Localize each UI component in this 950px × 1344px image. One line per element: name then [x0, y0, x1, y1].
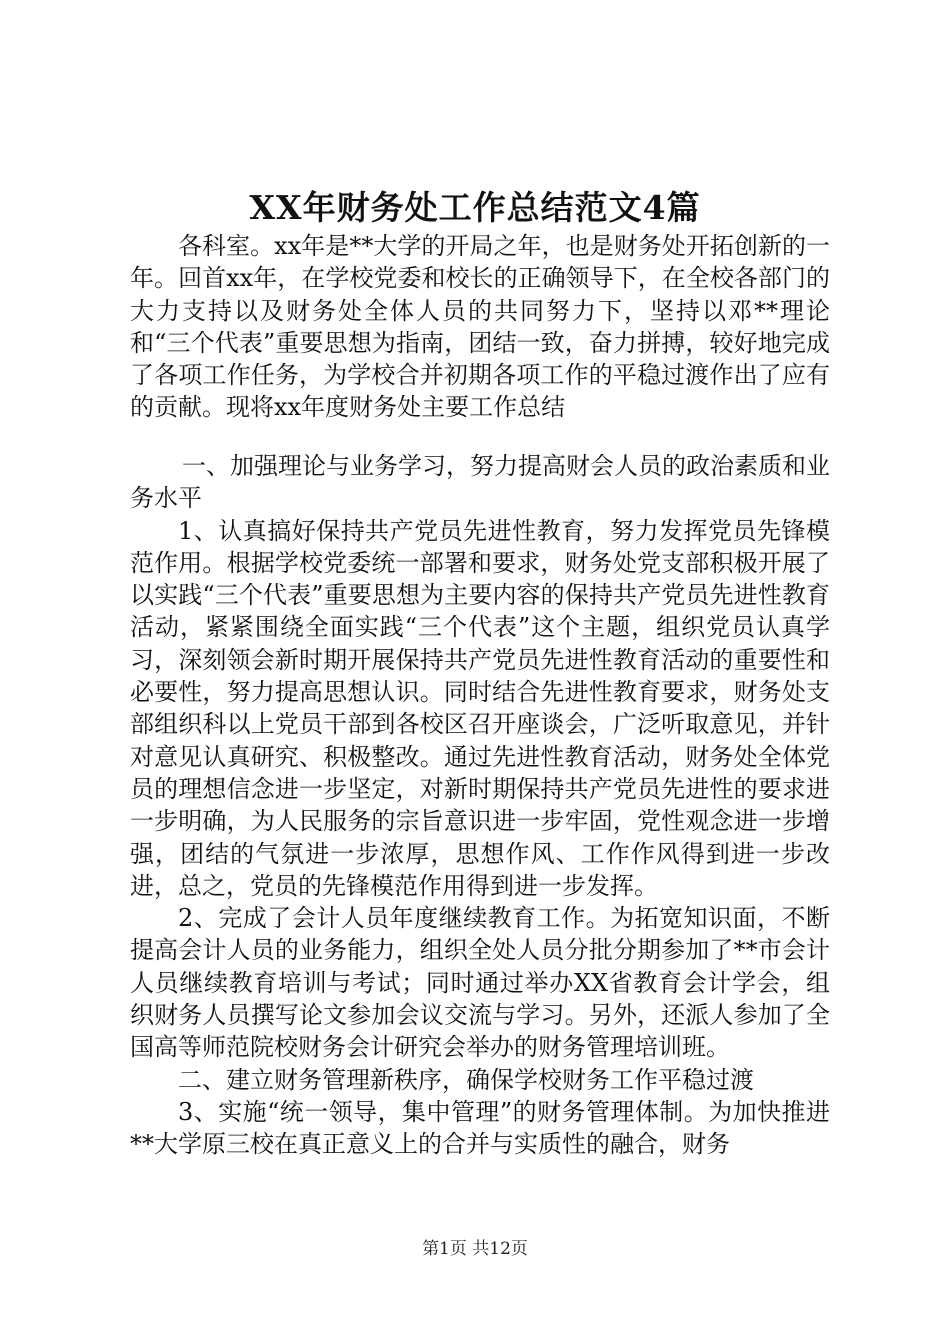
item1-paragraph: 1、认真搞好保持共产党员先进性教育，努力发挥党员先锋模范作用。根据学校党委统一部署和要求，财务处党支部积极开展了以实践“三个代表”重要思想为主要内容的保持共产党员先进性教育活动，紧紧围绕全面实践“三个代表”这个主题，组织党员认真学习，深刻领会新时期开展保持共产党员先进性教育活动的重要性和必要性，努力提高思想认识。同时结合先进性教育要求，财务处支部组织科以上党员干部到各校区召开座谈会，广泛听取意见，并针对意见认真研究、积极整改。通过先进性教育活动，财务处全体党员的理想信念进一步坚定，对新时期保持共产党员先进性的要求进一步明确，为人民服务的宗旨意识进一步牢固，党性观念进一步增强，团结的气氛进一步浓厚，思想作风、工作作风得到进一步改进，总之，党员的先锋模范作用得到进一步发挥。 — [130, 516, 830, 900]
intro-paragraph: 各科室。xx年是**大学的开局之年，也是财务处开拓创新的一年。回首xx年，在学校党委和校长的正确领导下，在全校各部门的大力支持以及财务处全体人员的共同努力下，坚持以邓**理论和“三个代表”重要思想为指南，团结一致，奋力拼搏，较好地完成了各项工作任务，为学校合并初期各项工作的平稳过渡作出了应有的贡献。现将xx年度财务处主要工作总结 — [130, 232, 830, 422]
document-title: XX年财务处工作总结范文4篇 — [249, 188, 701, 227]
intro-block — [130, 230, 830, 424]
section2-heading: 二、建立财务管理新秩序，确保学校财务工作平稳过渡 — [178, 1065, 754, 1094]
section1-heading: 一、加强理论与业务学习，努力提高财会人员的政治素质和业务水平 — [130, 452, 830, 513]
main-content — [130, 450, 830, 1161]
item3-paragraph: 3、实施“统一领导，集中管理”的财务管理体制。为加快推进**大学原三校在真正意义上的合并与实质性的融合，财务 — [130, 1097, 830, 1159]
item2-paragraph: 2、完成了会计人员年度继续教育工作。为拓宽知识面，不断提高会计人员的业务能力，组织全处人员分批分期参加了**市会计人员继续教育培训与考试；同时通过举办XX省教育会计学会，组织财务人员撰写论文参加会议交流与学习。另外，还派人参加了全国高等师范院校财务会计研究会举办的财务管理培训班。 — [130, 904, 830, 1062]
page-footer: 第1页 共12页 — [422, 1239, 528, 1259]
